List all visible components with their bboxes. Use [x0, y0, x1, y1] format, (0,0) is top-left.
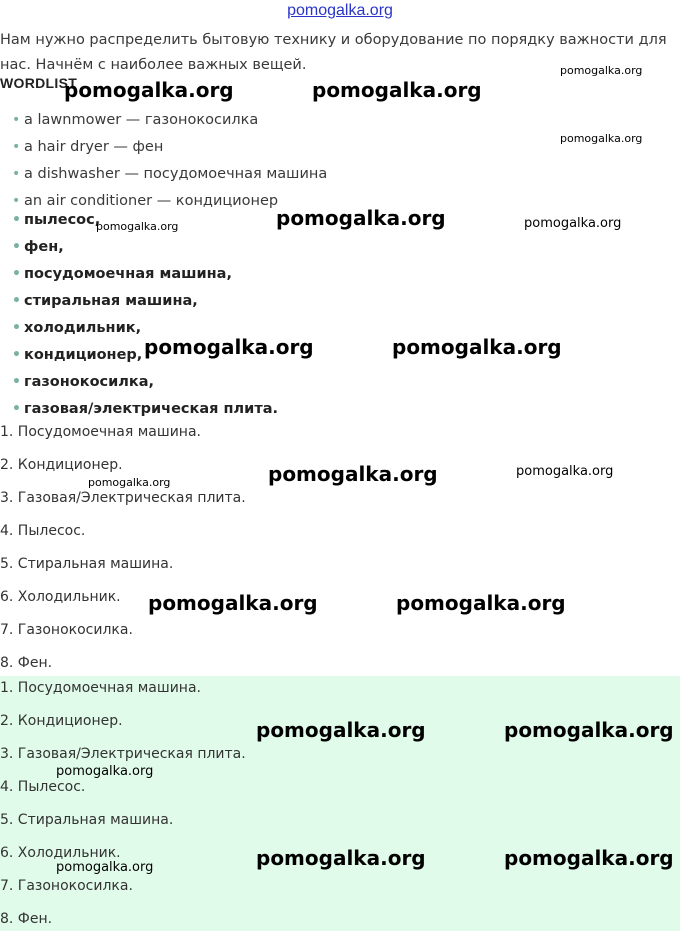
watermark: pomogalka.org: [144, 335, 314, 359]
watermark: pomogalka.org: [268, 462, 438, 486]
watermark: pomogalka.org: [88, 476, 171, 489]
watermark: pomogalka.org: [96, 220, 179, 233]
bullet-icon: •: [12, 139, 21, 155]
answer-item: 5. Стиральная машина.: [0, 812, 174, 828]
watermark: pomogalka.org: [396, 591, 566, 615]
bullet-icon: •: [12, 212, 21, 228]
answer-item: 8. Фен.: [0, 911, 53, 927]
wordlist-title: WORDLIST: [0, 75, 78, 91]
answer-item: 6. Холодильник.: [0, 845, 121, 861]
bullet-icon: •: [12, 293, 21, 309]
answer-box: [0, 676, 680, 931]
watermark: pomogalka.org: [504, 718, 674, 742]
wordlist-item: • a dishwasher — посудомоечная машина: [12, 166, 328, 182]
bullet-icon: •: [12, 112, 21, 128]
watermark: pomogalka.org: [516, 464, 614, 479]
watermark: pomogalka.org: [56, 764, 154, 779]
appliance-item: • холодильник,: [12, 320, 142, 336]
bullet-icon: •: [12, 374, 21, 390]
bullet-icon: •: [12, 193, 21, 209]
answer-item: 4. Пылесос.: [0, 779, 86, 795]
watermark: pomogalka.org: [560, 64, 643, 77]
intro-text: Нам нужно распределить бытовую технику и оборудование по порядку важности для нас. Начнём с наиболее важных вещей.: [0, 32, 667, 73]
watermark: pomogalka.org: [256, 718, 426, 742]
wordlist-item: • an air conditioner — кондиционер: [12, 193, 279, 209]
appliance-item: • газонокосилка,: [12, 374, 155, 390]
answer-item: 3. Газовая/Электрическая плита.: [0, 746, 246, 762]
ranking-item: 2. Кондиционер.: [0, 457, 123, 473]
watermark: pomogalka.org: [504, 846, 674, 870]
bullet-icon: •: [12, 166, 21, 182]
answer-item: 2. Кондиционер.: [0, 713, 123, 729]
watermark: pomogalka.org: [524, 216, 622, 231]
ranking-item: 4. Пылесос.: [0, 523, 86, 539]
watermark: pomogalka.org: [64, 78, 234, 102]
answer-item: 7. Газонокосилка.: [0, 878, 133, 894]
bullet-icon: •: [12, 266, 21, 282]
bullet-icon: •: [12, 320, 21, 336]
site-header-link[interactable]: pomogalka.org: [287, 2, 393, 19]
wordlist-item: • a lawnmower — газонокосилка: [12, 112, 259, 128]
bullet-icon: •: [12, 401, 21, 417]
appliance-item: • газовая/электрическая плита.: [12, 401, 279, 417]
watermark: pomogalka.org: [392, 335, 562, 359]
watermark: pomogalka.org: [560, 132, 643, 145]
appliance-item: • стиральная машина,: [12, 293, 198, 309]
watermark: pomogalka.org: [256, 846, 426, 870]
answer-item: 1. Посудомоечная машина.: [0, 680, 201, 696]
appliance-item: • кондиционер,: [12, 347, 143, 363]
ranking-item: 3. Газовая/Электрическая плита.: [0, 490, 246, 506]
ranking-item: 1. Посудомоечная машина.: [0, 424, 201, 440]
appliance-item: • фен,: [12, 239, 64, 255]
ranking-item: 5. Стиральная машина.: [0, 556, 174, 572]
appliance-item: • пылесос,: [12, 212, 101, 228]
bullet-icon: •: [12, 239, 21, 255]
watermark: pomogalka.org: [276, 206, 446, 230]
appliance-item: • посудомоечная машина,: [12, 266, 232, 282]
ranking-item: 7. Газонокосилка.: [0, 622, 133, 638]
ranking-item: 8. Фен.: [0, 655, 53, 671]
bullet-icon: •: [12, 347, 21, 363]
watermark: pomogalka.org: [312, 78, 482, 102]
ranking-item: 6. Холодильник.: [0, 589, 121, 605]
watermark: pomogalka.org: [56, 860, 154, 875]
watermark: pomogalka.org: [148, 591, 318, 615]
wordlist-item: • a hair dryer — фен: [12, 139, 164, 155]
